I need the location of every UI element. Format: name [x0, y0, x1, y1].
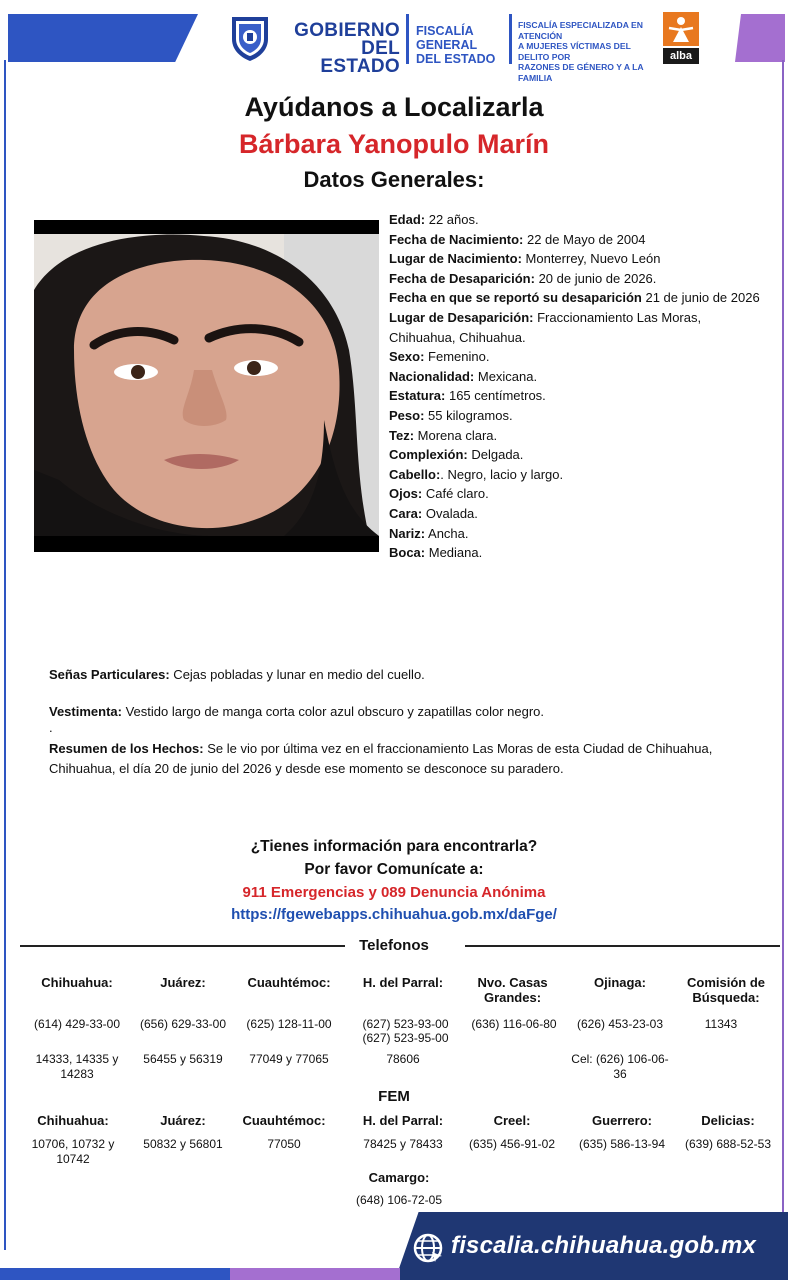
- fiscalia-general-logo-text: FISCALÍA GENERAL DEL ESTADO: [416, 24, 496, 66]
- fiscalia-especializada-logo-text: FISCALÍA ESPECIALIZADA EN ATENCIÓN A MUJERES VÍCTIMAS DEL DELITO POR RAZONES DE GÉNERO Y A LA FAMILIA: [518, 20, 644, 83]
- fem-value-parral: 78425 y 78433: [363, 1137, 443, 1151]
- phone-number-ojinaga: (626) 453-23-03: [576, 1017, 664, 1031]
- fem-header-creel: Creel:: [493, 1113, 531, 1128]
- phone-number-nvo-casas-grandes: (636) 116-06-80: [471, 1017, 557, 1031]
- fem-value-delicias: (639) 688-52-53: [684, 1137, 772, 1151]
- phone-header-nvo-casas-grandes: Nvo. Casas Grandes:: [477, 975, 548, 1005]
- section-title-general: Datos Generales:: [303, 167, 485, 192]
- extension-juarez: 56455 y 56319: [143, 1052, 223, 1066]
- contact-please: Por favor Comunícate a:: [304, 861, 484, 878]
- extension-chihuahua: 14333, 14335 y 14283: [35, 1052, 119, 1081]
- phone-number-cuauhtemoc: (625) 128-11-00: [246, 1017, 332, 1031]
- fem-value-creel: (635) 456-91-02: [468, 1137, 556, 1151]
- phone-header-ojinaga: Ojinaga:: [593, 975, 646, 990]
- fem-section-title: FEM: [378, 1088, 410, 1105]
- data-row-mouth: Boca: Mediana.: [389, 545, 483, 561]
- phone-number-parral: (627) 523-93-00: [362, 1017, 449, 1031]
- alba-label: alba: [663, 48, 699, 64]
- fem-value-chihuahua: 10706, 10732 y 10742: [31, 1137, 115, 1166]
- fem-value-juarez: 50832 y 56801: [143, 1137, 223, 1151]
- gobierno-del-estado-logo-text: GOBIERNO DEL ESTADO: [294, 20, 400, 77]
- data-row-birth-place: Lugar de Nacimiento: Monterrey, Nuevo León: [389, 251, 661, 267]
- state-shield-icon: [228, 13, 272, 63]
- header-purple-bar: [735, 14, 785, 62]
- phone-header-chihuahua: Chihuahua:: [41, 975, 113, 990]
- data-row-eyes: Ojos: Café claro.: [389, 486, 489, 502]
- report-link[interactable]: https://fgewebapps.chihuahua.gob.mx/daFge/: [231, 906, 557, 923]
- fem-header-camargo: Camargo:: [368, 1170, 430, 1185]
- footer-blue-stripe: [0, 1268, 230, 1280]
- phone-number-chihuahua: (614) 429-33-00: [33, 1017, 121, 1031]
- phone-header-juarez: Juárez:: [160, 975, 206, 990]
- facts-summary: Resumen de los Hechos: Se le vio por última vez en el fraccionamiento Las Moras de esta Ciudad de Chihuahua, Chihuahua, el día 20 de junio del 2026 y desde ese momento se desconoce su paradero.: [49, 741, 713, 776]
- data-row-disappearance-place: Lugar de Desaparición: Fraccionamiento Las Moras, Chihuahua, Chihuahua.: [389, 309, 702, 345]
- emergency-numbers: 911 Emergencias y 089 Denuncia Anónima: [242, 884, 546, 901]
- data-row-height: Estatura: 165 centímetros.: [389, 388, 546, 404]
- fem-header-cuauhtemoc: Cuauhtémoc:: [242, 1113, 326, 1128]
- left-border: [4, 60, 6, 1250]
- header-separator: [509, 14, 512, 64]
- header-separator: [406, 14, 409, 64]
- extension-parral: 78606: [386, 1052, 420, 1066]
- separator-dot: .: [49, 720, 53, 735]
- data-row-hair: Cabello:. Negro, lacio y largo.: [389, 466, 564, 482]
- fem-value-camargo: (648) 106-72-05: [355, 1193, 443, 1207]
- header-blue-bar: [8, 14, 198, 62]
- fem-header-delicias: Delicias:: [701, 1113, 755, 1128]
- fem-header-juarez: Juárez:: [160, 1113, 206, 1128]
- alba-logo: [663, 12, 699, 64]
- footer-website-link[interactable]: fiscalia.chihuahua.gob.mx: [451, 1232, 757, 1259]
- phone-header-parral: H. del Parral:: [362, 975, 444, 990]
- fem-value-cuauhtemoc: 77050: [267, 1137, 301, 1151]
- contact-question: ¿Tienes información para encontrarla?: [250, 838, 538, 855]
- data-row-nationality: Nacionalidad: Mexicana.: [389, 368, 538, 384]
- data-row-weight: Peso: 55 kilogramos.: [389, 407, 513, 423]
- clothing-description: Vestimenta: Vestido largo de manga corta color azul obscuro y zapatillas color negro.: [49, 704, 544, 719]
- data-row-report-date: Fecha en que se reportó su desaparición 21 de junio de 2026: [389, 290, 760, 306]
- phones-section-title: Telefonos: [359, 937, 429, 954]
- footer-purple-stripe: [230, 1268, 400, 1280]
- data-row-age: Edad: 22 años.: [389, 212, 479, 227]
- phone-number-juarez: (656) 629-33-00: [139, 1017, 227, 1031]
- data-row-disappearance-date: Fecha de Desaparición: 20 de junio de 2026.: [389, 270, 657, 286]
- cell-ojinaga: Cel: (626) 106-06-36: [571, 1052, 669, 1081]
- fem-header-parral: H. del Parral:: [362, 1113, 444, 1128]
- distinguishing-marks: Señas Particulares: Cejas pobladas y lunar en medio del cuello.: [49, 667, 425, 682]
- data-row-complexion-tone: Tez: Morena clara.: [389, 427, 498, 443]
- globe-icon: [412, 1232, 444, 1264]
- extension-cuauhtemoc: 77049 y 77065: [249, 1052, 329, 1066]
- data-row-face: Cara: Ovalada.: [389, 505, 478, 521]
- data-row-birth-date: Fecha de Nacimiento: 22 de Mayo de 2004: [389, 231, 646, 247]
- data-row-build: Complexión: Delgada.: [389, 447, 524, 463]
- missing-person-name: Bárbara Yanopulo Marín: [238, 129, 550, 159]
- general-data-list: [389, 210, 769, 563]
- phone-number-comision-busqueda: 11343: [704, 1017, 738, 1031]
- page-title: Ayúdanos a Localizarla: [244, 92, 544, 122]
- alba-figure-icon: [663, 12, 699, 46]
- phone-number-parral-2: (627) 523-95-00: [362, 1031, 449, 1045]
- phone-header-cuauhtemoc: Cuauhtémoc:: [247, 975, 331, 990]
- data-row-nose: Nariz: Ancha.: [389, 525, 469, 541]
- missing-person-photo: [34, 220, 379, 552]
- fem-value-guerrero: (635) 586-13-94: [578, 1137, 666, 1151]
- fem-header-guerrero: Guerrero:: [592, 1113, 652, 1128]
- fem-header-chihuahua: Chihuahua:: [37, 1113, 109, 1128]
- phone-header-comision-busqueda: Comisión de Búsqueda:: [686, 975, 765, 1005]
- data-row-sex: Sexo: Femenino.: [389, 349, 490, 365]
- right-border: [782, 60, 784, 1250]
